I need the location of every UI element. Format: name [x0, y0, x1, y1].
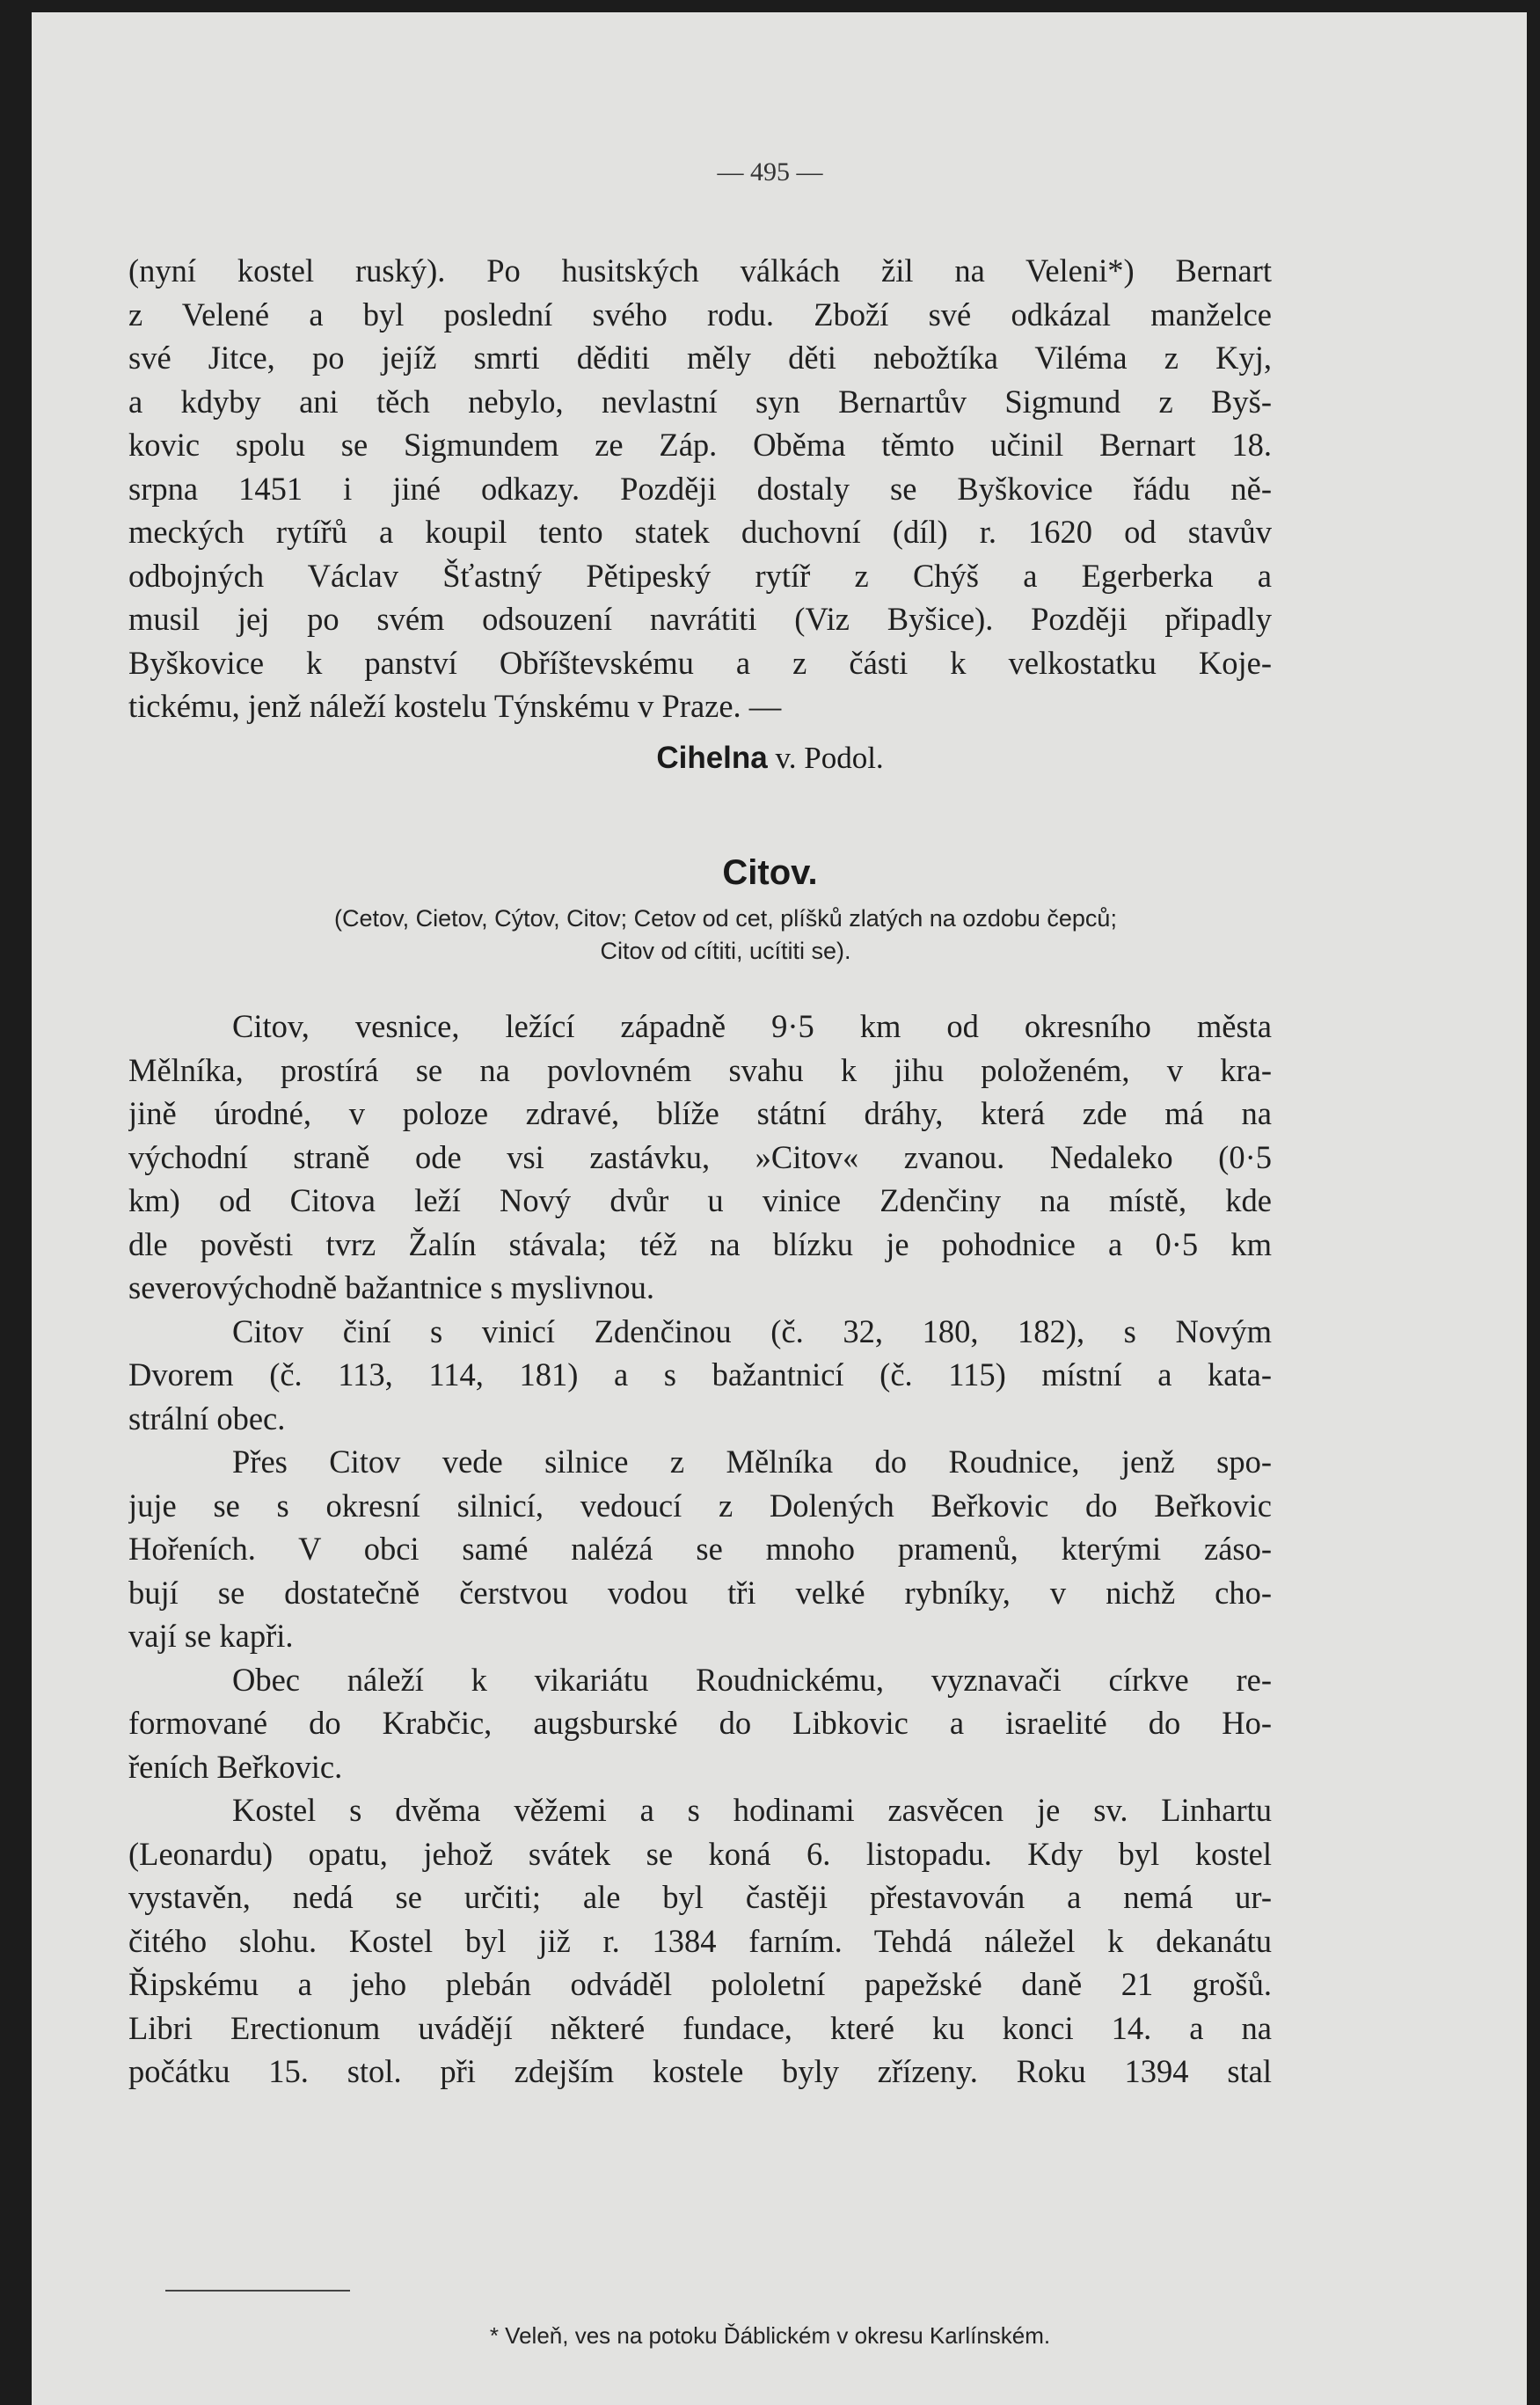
text-line: Hořeních. V obci samé nalézá se mnoho pramenů, kterými zásо-	[128, 1531, 1272, 1567]
text-line: Přes Citov vede silnice z Mělníka do Roudnice, jenž spo-	[232, 1444, 1272, 1480]
text-line: km) od Citova leží Nový dvůr u vinice Zdenčiny na místě, kde	[128, 1182, 1272, 1218]
text-line: počátku 15. stol. při zdejším kostele byly zřízeny. Roku 1394 stal	[128, 2053, 1272, 2089]
cihelna-reference: v. Podol.	[767, 741, 884, 775]
text-line: Obec náleží k vikariátu Roudnickému, vyznavači církve re-	[232, 1661, 1272, 1698]
page-number: — 495 —	[717, 157, 823, 186]
text-line: jině úrodné, v poloze zdravé, blíže státní dráhy, která zde má na	[128, 1095, 1272, 1131]
text-line: čitého slohu. Kostel byl již r. 1384 farním. Tehdá náležel k dekanátu	[128, 1922, 1272, 1959]
text-line: Libri Erectionum uvádějí některé fundace, které ku konci 14. a na	[128, 2009, 1272, 2046]
text-line: Řipskému a jeho plebán odváděl pololetní papežské daně 21 grošů.	[128, 1966, 1272, 2002]
etymology-line: Citov od cítiti, ucítiti se).	[600, 938, 851, 964]
text-line: odbojných Václav Šťastný Pětipeský rytíř z Chýš a Egerberka a	[128, 557, 1272, 594]
text-line: Mělníka, prostírá se na povlovném svahu k jihu položeném, v kra-	[128, 1051, 1272, 1088]
text-line: juje se s okresní silnicí, vedoucí z Dolených Beřkovic do Beřkovic	[128, 1487, 1272, 1524]
footnote-rule	[165, 2290, 350, 2292]
text-line: své Jitce, po jejíž smrti děditi měly děti nebožtíka Viléma z Kyj,	[128, 340, 1272, 376]
text-line: a kdyby ani těch nebylo, nevlastní syn Bernartův Sigmund z Byš-	[128, 383, 1272, 420]
text-line: východní straně ode vsi zastávku, »Citov« zvanou. Nedaleko (0·5	[128, 1138, 1272, 1175]
footnote: * Veleň, ves na potoku Ďáblickém v okresu Karlínském.	[489, 2322, 1051, 2349]
text-line: strální obec.	[128, 1400, 286, 1436]
cihelna-heading	[0, 741, 1540, 776]
text-line: vystavěn, nedá se určiti; ale byl častěji přestavován a nemá ur-	[128, 1879, 1272, 1915]
text-line: kovic spolu se Sigmundem ze Záp. Oběma těmto učinil Bernart 18.	[128, 427, 1272, 463]
text-line: Citov, vesnice, ležící západně 9·5 km od okresního města	[232, 1008, 1272, 1044]
text-line: (Leonardu) opatu, jehož svátek se koná 6. listopadu. Kdy byl kostel	[128, 1835, 1272, 1872]
text-line: Byškovice k panství Obříštevskému a z části k velkostatku Koje-	[128, 644, 1272, 681]
text-line: Dvorem (č. 113, 114, 181) a s bažantnicí (č. 115) místní a kata-	[128, 1356, 1272, 1393]
cihelna-term: Cihelna	[656, 741, 768, 775]
text-line: Citov činí s vinicí Zdenčinou (č. 32, 180, 182), s Novým	[232, 1312, 1272, 1349]
text-line: vají se kapři.	[128, 1618, 294, 1654]
text-line: musil jej po svém odsouzení navrátiti (Viz Byšice). Později připadly	[128, 601, 1272, 637]
continuation-paragraph	[128, 249, 1272, 728]
text-line: severovýchodně bažantnice s myslivnou.	[128, 1269, 655, 1305]
text-line: dle pověsti tvrz Žalín stávala; též na blízku je pohodnice a 0·5 km	[128, 1225, 1272, 1262]
text-line: Kostel s dvěma věžemi a s hodinami zasvěcen je sv. Linhartu	[232, 1792, 1272, 1828]
etymology-note	[158, 903, 1293, 968]
text-line: formované do Krabčic, augsburské do Libkovic a israelité do Ho-	[128, 1705, 1272, 1741]
text-line: řeních Beřkovic.	[128, 1748, 343, 1785]
text-line: tickému, jenž náleží kostelu Týnskému v Praze. —	[128, 688, 782, 724]
text-line: (nyní kostel ruský). Po husitských válkách žil na Veleni*) Bernart	[128, 252, 1272, 289]
text-line: bují se dostatečně čerstvou vodou tři velké rybníky, v nichž cho-	[128, 1574, 1272, 1611]
text-line: meckých rytířů a koupil tento statek duchovní (díl) r. 1620 od stavův	[128, 514, 1272, 550]
text-line: z Velené a byl poslední svého rodu. Zboží své odkázal manželce	[128, 296, 1272, 333]
citov-article	[128, 1005, 1272, 2094]
text-line: srpna 1451 i jiné odkazy. Později dostaly se Byškovice řádu ně-	[128, 470, 1272, 507]
citov-title: Citov.	[722, 853, 818, 892]
etymology-line: (Cetov, Cietov, Cýtov, Citov; Cetov od cet, plíšků zlatých na ozdobu čepců;	[334, 905, 1117, 932]
